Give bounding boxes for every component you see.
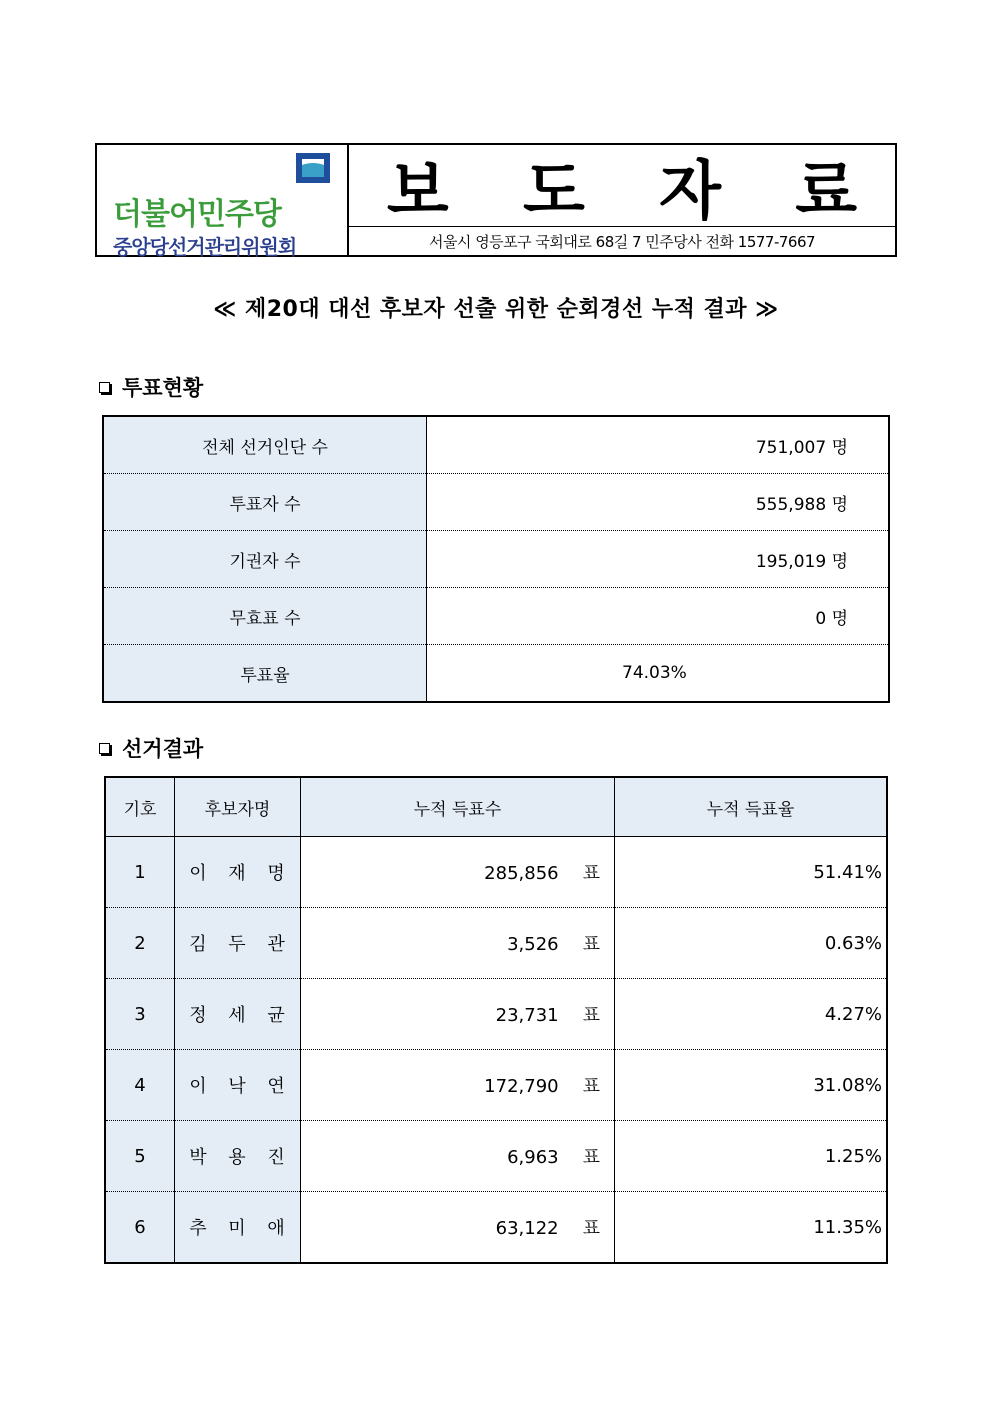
vote-count: 63,122 [495,1218,559,1239]
table-row [103,416,889,474]
column-header-rate: 누적 득표율 [615,777,888,837]
vote-count-cell [301,1050,615,1121]
status-label: 전체 선거인단 수 [103,416,427,474]
vote-rate: 11.35% [615,1192,888,1264]
table-row [105,837,887,908]
candidate-number: 3 [105,979,175,1050]
vote-rate: 4.27% [615,979,888,1050]
table-row [105,908,887,979]
status-value: 555,988 명 [427,474,890,531]
column-header-name: 후보자명 [175,777,301,837]
vote-count: 172,790 [484,1076,559,1097]
party-name: 더불어민주당 [113,197,281,232]
table-row [103,474,889,531]
candidate-number: 5 [105,1121,175,1192]
candidate-name: 이 낙 연 [175,1050,301,1121]
candidate-name: 추 미 애 [175,1192,301,1264]
status-value: 751,007 명 [427,416,890,474]
vote-count-cell [301,908,615,979]
table-row [103,645,889,703]
vote-status-table [102,415,890,703]
vote-rate: 0.63% [615,908,888,979]
vote-unit: 표 [582,1147,600,1168]
vote-count-cell [301,979,615,1050]
results-heading-label: 선거결과 [122,737,204,761]
results-heading [99,733,203,763]
vote-rate: 51.41% [615,837,888,908]
document-title: ≪ 제20대 대선 후보자 선출 위한 순회경선 누적 결과 ≫ [213,297,779,322]
candidate-name: 김 두 관 [175,908,301,979]
vote-count: 23,731 [495,1005,559,1026]
vote-unit: 표 [582,1005,600,1026]
table-row [105,1192,887,1264]
vote-unit: 표 [582,1076,600,1097]
vote-count: 285,856 [484,863,559,884]
press-release-header [95,143,897,257]
table-row [103,588,889,645]
status-value: 74.03% [622,663,687,683]
vote-unit: 표 [582,863,600,884]
status-label: 투표자 수 [103,474,427,531]
vote-status-heading-label: 투표현황 [122,376,204,400]
title-cell [349,145,895,255]
column-header-number: 기호 [105,777,175,837]
vote-count-cell [301,1192,615,1264]
committee-name: 중앙당선거관리위원회 [113,235,297,259]
vote-rate: 1.25% [615,1121,888,1192]
results-table [104,776,888,1264]
column-header-votes: 누적 득표수 [301,777,615,837]
candidate-number: 1 [105,837,175,908]
checkbox-bullet-icon [99,382,110,393]
table-row [105,1050,887,1121]
checkbox-bullet-icon [99,743,110,754]
vote-status-heading [99,372,203,402]
party-logo [97,145,349,259]
status-label: 무효표 수 [103,588,427,645]
address: 서울시 영등포구 국회대로 68길 7 민주당사 전화 1577-7667 [428,232,816,251]
status-label: 기권자 수 [103,531,427,588]
vote-unit: 표 [582,1218,600,1239]
press-title: 보 도 자 료 [349,145,895,227]
vote-unit: 표 [582,934,600,955]
vote-rate: 31.08% [615,1050,888,1121]
table-row [105,1121,887,1192]
candidate-number: 2 [105,908,175,979]
candidate-name: 박 용 진 [175,1121,301,1192]
candidate-number: 4 [105,1050,175,1121]
party-flag-icon [294,151,332,187]
candidate-name: 이 재 명 [175,837,301,908]
vote-count-cell [301,837,615,908]
candidate-name: 정 세 균 [175,979,301,1050]
vote-count: 6,963 [507,1147,559,1168]
status-label: 투표율 [103,645,427,703]
status-value: 195,019 명 [427,531,890,588]
table-row [103,531,889,588]
vote-count-cell [301,1121,615,1192]
candidate-number: 6 [105,1192,175,1264]
table-header-row [105,777,887,837]
table-row [105,979,887,1050]
status-value: 0 명 [427,588,890,645]
vote-count: 3,526 [507,934,559,955]
